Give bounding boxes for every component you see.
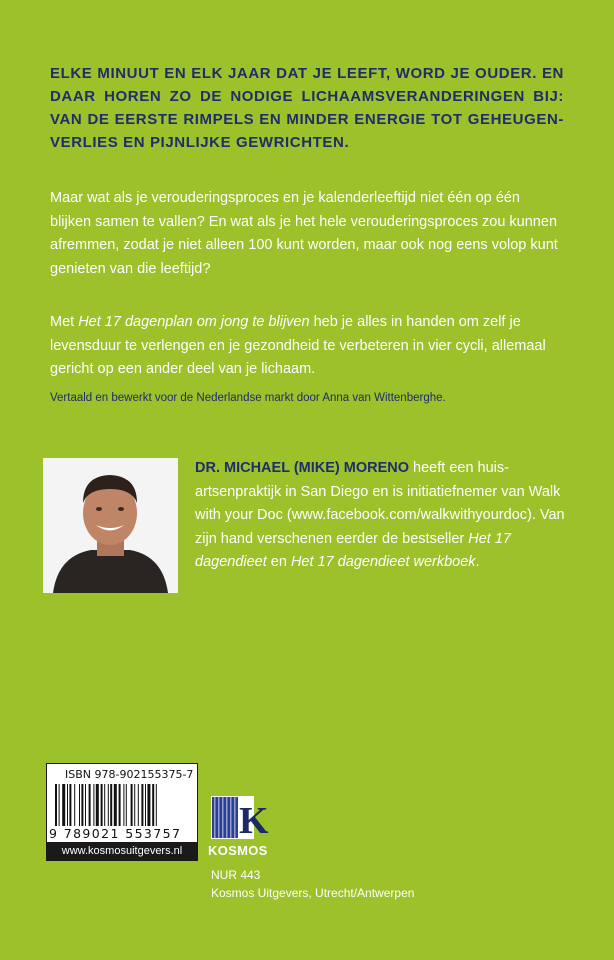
publisher-info: Kosmos Uitgevers, Utrecht/Antwerpen <box>211 886 415 900</box>
website-link[interactable]: www.kosmosuitgevers.nl <box>46 842 198 861</box>
book-1-title: Het 17 dagendieet <box>195 530 511 570</box>
author-name: DR. MICHAEL (MIKE) MORENO <box>195 460 410 476</box>
paragraph-2-suffix: heb je alles in handen om zelf je levensduur te verlengen en je gezondheid te verbeteren in vier cycli, allemaal gericht op een ander deel van je lichaam. <box>50 314 546 377</box>
author-bio-conj: en <box>266 554 291 570</box>
barcode-box <box>46 763 198 843</box>
kosmos-logo-icon <box>211 796 269 842</box>
author-photo <box>43 458 178 593</box>
author-bio <box>195 457 567 575</box>
paragraph-1: Maar wat als je verouderingsproces en je kalenderleeftijd niet één op één blijken samen te vallen? En wat als je het hele verouderingsproces zou kunnen afremmen, zodat je niet alleen 100 kunt worden, maar ook nog eens volop kunt genieten van die leeftijd? <box>50 190 558 277</box>
nur-code: NUR 443 <box>211 868 261 882</box>
kosmos-wordmark: KOSMOS <box>208 843 268 858</box>
book-title: Het 17 dagenplan om jong te blijven <box>78 314 310 330</box>
book-2-title: Het 17 dagendieet werkboek <box>290 554 476 570</box>
author-bio-text: heeft een huis-artsenpraktijk in San Diego en is initiatiefnemer van Walk with your Doc (www.facebook.com/walkwithyourdoc). Van zijn hand verschenen eerder de bestseller <box>195 460 565 547</box>
paragraph-2 <box>50 311 564 382</box>
barcode-icon <box>55 784 189 826</box>
isbn-label: ISBN 978-902155375-7 <box>65 768 194 781</box>
intro-text: ELKE MINUUT EN ELK JAAR DAT JE LEEFT, WORD JE OUDER. EN DAAR HOREN ZO DE NODIGE LICHAAMSVERANDERINGEN BIJ: VAN DE EERSTE RIMPELS EN MINDER ENERGIE TOT GEHEUGEN-VERLIES EN PIJNLIJKE GEWRICHTEN. <box>50 65 564 151</box>
translation-note: Vertaald en bewerkt voor de Nederlandse markt door Anna van Wittenberghe. <box>50 392 446 404</box>
paragraph-2-prefix: Met <box>50 314 79 330</box>
logo-letter: K <box>239 800 269 842</box>
author-bio-end: . <box>475 554 480 570</box>
ean-number: 9 789021 553757 <box>49 826 182 841</box>
author-portrait-icon <box>43 458 178 593</box>
